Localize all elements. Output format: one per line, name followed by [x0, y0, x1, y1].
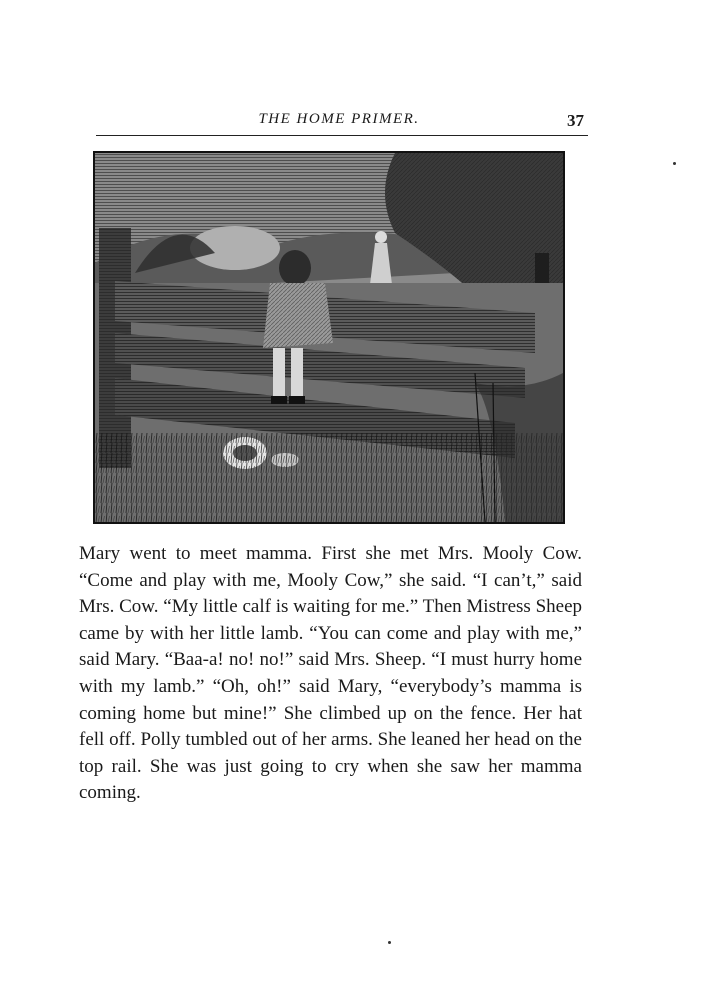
running-title: THE HOME PRIMER.	[258, 111, 420, 127]
body-paragraph: Mary went to meet mamma. First she met Mrs. Mooly Cow. “Come and play with me, Mooly Cow,” she said. “I can’t,” said Mrs. Cow. “My little calf is waiting for me.” Then Mistress Sheep came by with her little lamb. “You can come and play with me,” said Mary. “Baa-a! no! no!” said Mrs. Sheep. “I must hurry home with my lamb.” “Oh, oh!” said Mary, “everybody’s mamma is coming home but mine!” She climbed up on the fence. Her hat fell off. Polly tumbled out of her arms. She leaned her head on the top rail. She was just going to cry when she saw her mamma coming.	[79, 543, 582, 804]
header-rule	[96, 135, 588, 136]
engraving-girl-on-fence-icon	[95, 153, 563, 522]
print-speck	[388, 941, 391, 944]
engraving-illustration	[93, 151, 565, 524]
running-header	[90, 108, 588, 138]
page-number: 37	[567, 111, 584, 130]
print-speck	[673, 162, 676, 165]
